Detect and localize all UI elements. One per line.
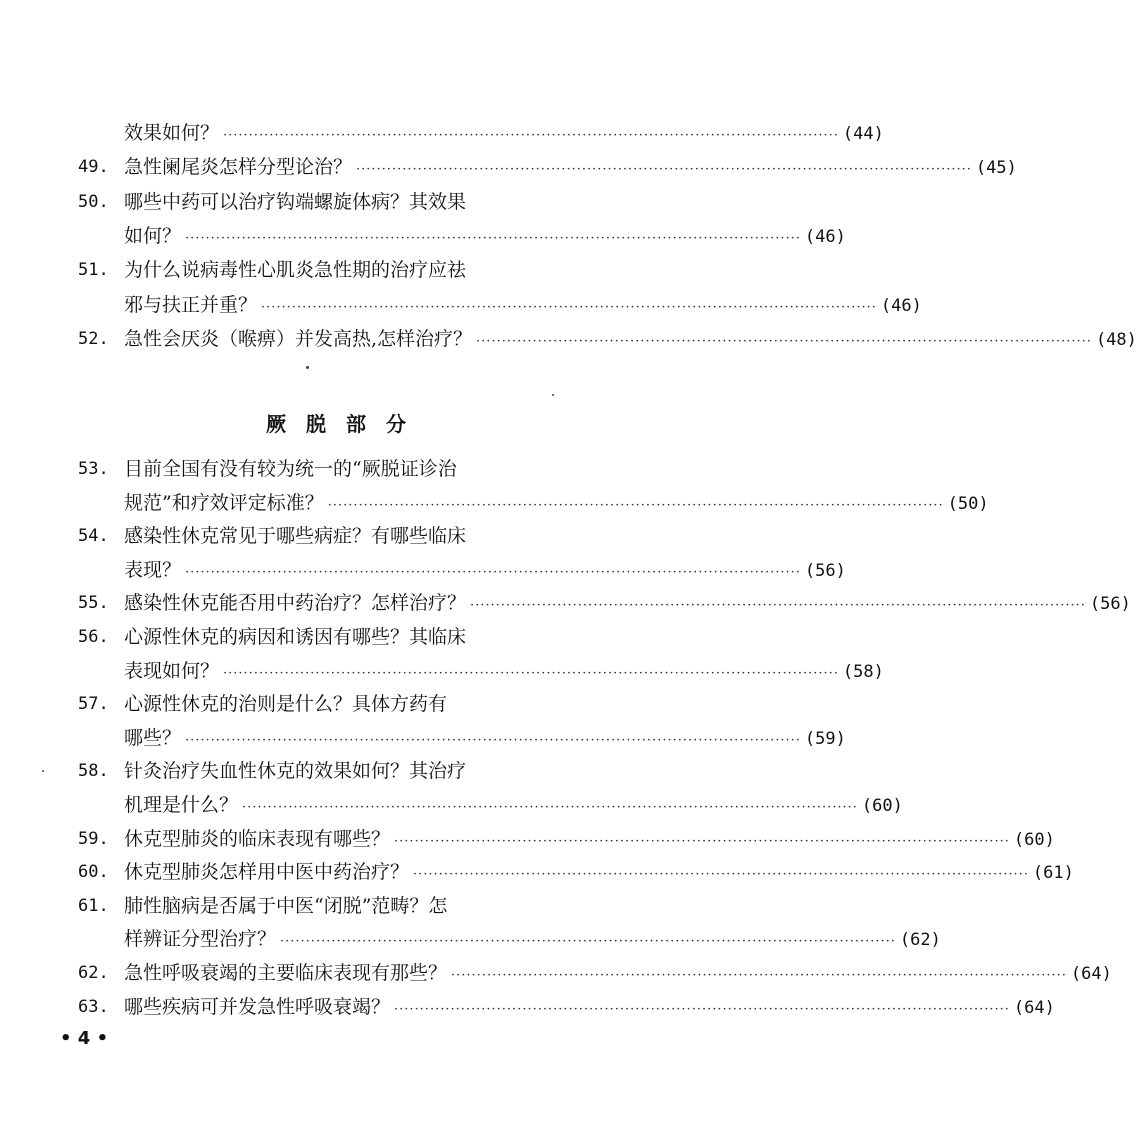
entry-line xyxy=(0,288,922,322)
print-speck xyxy=(42,770,44,772)
entry-text: 表现？ xyxy=(124,558,182,581)
entry-number: 58. xyxy=(78,761,109,782)
dot-leader: ························································································································ xyxy=(223,665,839,681)
entry-leader-line xyxy=(124,150,1017,184)
dot-leader: ························································································································ xyxy=(394,1001,1010,1017)
entry-leader-line xyxy=(124,721,846,755)
entry-text: 心源性休克的病因和诱因有哪些？其临床 xyxy=(124,626,467,648)
entry-text: 休克型肺炎的临床表现有哪些？ xyxy=(124,827,391,850)
entry-text: 样辨证分型治疗？ xyxy=(124,928,277,951)
entry-line xyxy=(0,754,692,788)
entry-text: 哪些中药可以治疗钩端螺旋体病？其效果 xyxy=(124,190,467,213)
entry-page-number: (58) xyxy=(842,661,884,682)
entry-text: 如何？ xyxy=(124,224,182,247)
entry-number: 52. xyxy=(78,328,109,349)
entry-number: 57. xyxy=(78,694,109,715)
entry-line xyxy=(0,620,692,654)
entry-page-number: (56) xyxy=(804,560,846,581)
entry-text: 肺性脑病是否属于中医“闭脱”范畴？怎 xyxy=(124,894,448,917)
entry-page-number: (62) xyxy=(899,930,941,951)
entry-text: 哪些？ xyxy=(124,726,182,749)
entry-leader-line xyxy=(124,822,1055,856)
entry-page-number: (56) xyxy=(1089,594,1131,615)
dot-leader: ························································································································ xyxy=(261,299,877,315)
entry-text: 规范”和疗效评定标准？ xyxy=(124,491,324,514)
entry-line xyxy=(0,219,846,253)
print-speck xyxy=(306,366,309,369)
entry-line xyxy=(0,687,692,721)
entry-page-number: (60) xyxy=(861,796,903,816)
entry-leader-line xyxy=(124,486,989,520)
entry-text: 表现如何？ xyxy=(124,659,220,682)
entry-text: 感染性休克能否用中药治疗？怎样治疗？ xyxy=(124,592,467,615)
entry-page-number: (61) xyxy=(1032,863,1074,884)
entry-line xyxy=(0,253,692,287)
section-title: 厥脱部分 xyxy=(266,412,426,436)
entry-number: 59. xyxy=(78,828,109,849)
entry-page-number: (46) xyxy=(880,295,922,316)
entry-line xyxy=(0,654,884,688)
entry-leader-line xyxy=(124,788,903,822)
entry-number: 50. xyxy=(78,191,109,212)
entry-leader-line xyxy=(124,288,922,322)
entry-leader-line xyxy=(124,922,941,956)
dot-leader: ························································································································ xyxy=(185,564,801,580)
entry-number: 63. xyxy=(78,996,109,1017)
entry-text: 感染性休克常见于哪些病症？有哪些临床 xyxy=(124,525,467,548)
entry-leader-line xyxy=(124,654,884,688)
entry-leader-line xyxy=(124,322,1137,356)
entry-line xyxy=(0,956,1112,990)
entry-number: 49. xyxy=(78,157,109,178)
dot-leader: ························································································································ xyxy=(242,800,858,815)
entry-line xyxy=(0,150,1017,184)
entry-line xyxy=(0,452,692,486)
entry-page-number: (64) xyxy=(1013,997,1055,1018)
entry-number: 62. xyxy=(78,963,109,983)
entry-text: 哪些疾病可并发急性呼吸衰竭？ xyxy=(124,995,391,1018)
entry-text: 机理是什么？ xyxy=(124,794,239,816)
entry-number: 56. xyxy=(78,627,109,647)
entry-line xyxy=(0,553,846,587)
entry-number: 53. xyxy=(78,459,109,479)
entry-text: 急性会厌炎（喉痹）并发高热,怎样治疗？ xyxy=(124,327,473,350)
dot-leader: ························································································································ xyxy=(280,934,896,950)
dot-leader: ························································································································ xyxy=(413,867,1029,883)
entry-text: 针灸治疗失血性休克的效果如何？其治疗 xyxy=(124,760,467,783)
dot-leader: ························································································································ xyxy=(470,598,1086,614)
entry-leader-line xyxy=(124,956,1112,990)
entry-leader-line xyxy=(124,219,846,253)
entry-line xyxy=(0,116,884,150)
entry-line xyxy=(0,922,941,956)
entry-page-number: (60) xyxy=(1013,829,1055,850)
entry-page-number: (59) xyxy=(804,728,846,749)
entry-leader-line xyxy=(124,553,846,587)
entry-page-number: (45) xyxy=(975,158,1017,179)
entry-page-number: (44) xyxy=(842,124,884,144)
entry-line xyxy=(0,486,989,520)
dot-leader: ························································································································ xyxy=(185,230,801,246)
entry-number: 51. xyxy=(78,260,109,281)
dot-leader: ························································································································ xyxy=(476,333,1092,349)
entry-text: 急性阑尾炎怎样分型论治？ xyxy=(124,156,353,179)
dot-leader: ························································································································ xyxy=(451,968,1067,983)
entry-leader-line xyxy=(124,855,1074,889)
entry-leader-line xyxy=(124,586,1131,620)
entry-line xyxy=(0,889,692,923)
entry-page-number: (48) xyxy=(1095,329,1137,350)
entry-text: 休克型肺炎怎样用中医中药治疗？ xyxy=(124,861,410,884)
entry-number: 54. xyxy=(78,526,109,547)
entry-line xyxy=(0,855,1074,889)
entry-page-number: (50) xyxy=(947,493,989,514)
page-number: • 4 • xyxy=(60,1028,109,1049)
dot-leader: ························································································································ xyxy=(327,497,944,513)
entry-line xyxy=(0,822,1055,856)
entry-number: 61. xyxy=(78,895,109,916)
dot-leader: ························································································································ xyxy=(394,833,1010,849)
entry-number: 55. xyxy=(78,593,109,614)
entry-text: 为什么说病毒性心肌炎急性期的治疗应祛 xyxy=(124,259,467,282)
entry-text: 心源性休克的治则是什么？具体方药有 xyxy=(124,693,448,716)
entry-text: 效果如何？ xyxy=(124,122,220,144)
entry-page-number: (46) xyxy=(804,226,846,247)
dot-leader: ························································································································ xyxy=(356,162,972,178)
entry-text: 目前全国有没有较为统一的“厥脱证诊治 xyxy=(124,458,457,480)
dot-leader: ························································································································ xyxy=(185,732,801,748)
entry-line xyxy=(0,519,692,553)
entry-number: 60. xyxy=(78,862,109,883)
entry-line xyxy=(0,185,692,219)
entry-page-number: (64) xyxy=(1070,964,1112,984)
print-speck xyxy=(552,394,554,396)
entry-line xyxy=(0,990,1055,1024)
entry-text: 急性呼吸衰竭的主要临床表现有那些？ xyxy=(124,962,448,984)
entry-line xyxy=(0,586,1131,620)
entry-line xyxy=(0,721,846,755)
entry-line xyxy=(0,788,903,822)
entry-text: 邪与扶正并重？ xyxy=(124,293,258,316)
entry-line xyxy=(0,322,1137,356)
entry-leader-line xyxy=(124,990,1055,1024)
entry-leader-line xyxy=(124,116,884,150)
dot-leader: ························································································································ xyxy=(223,128,839,143)
